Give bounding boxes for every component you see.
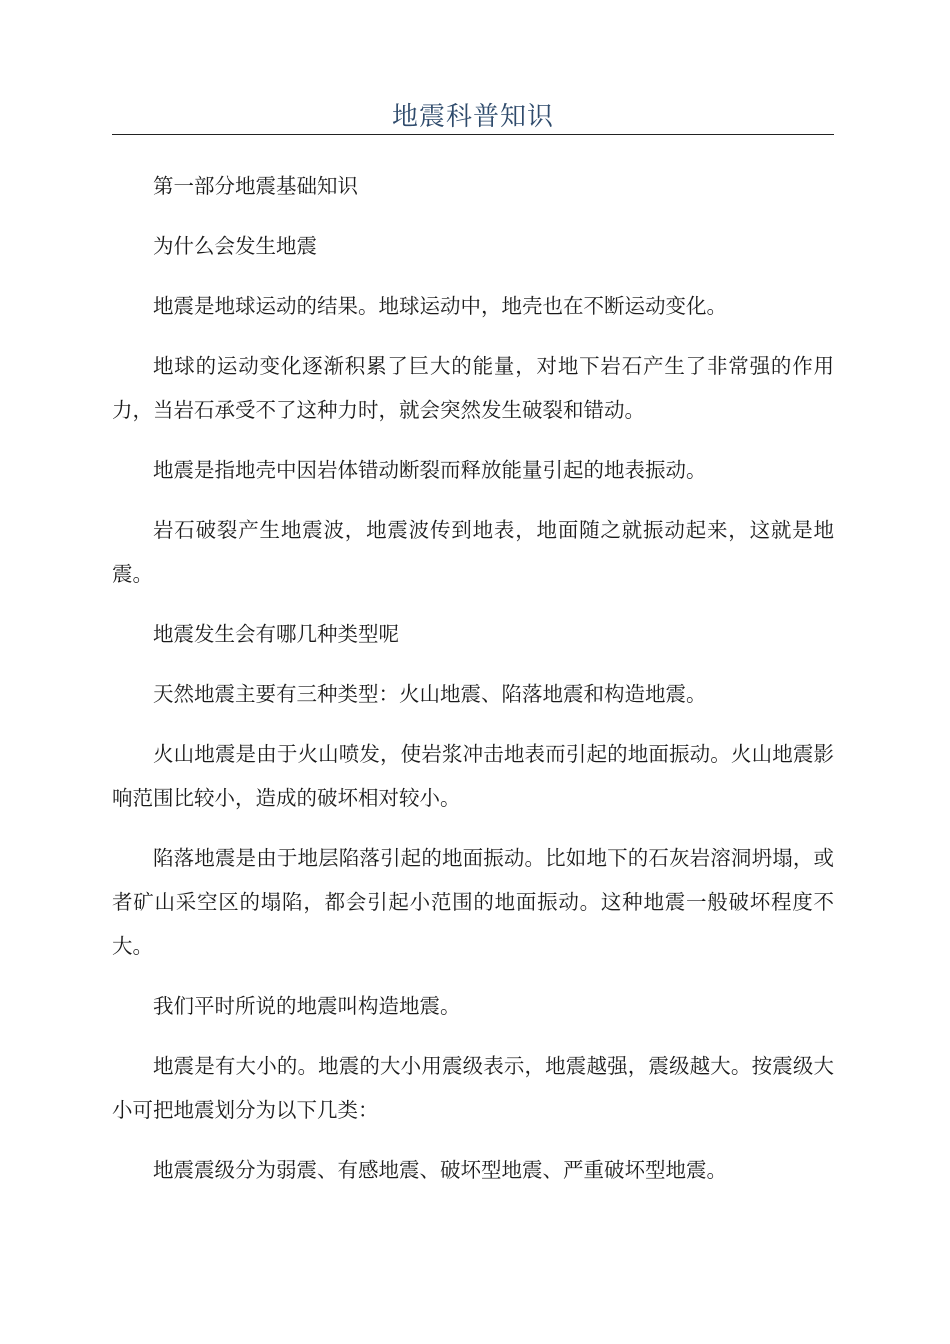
paragraph: 地震是地球运动的结果。地球运动中，地壳也在不断运动变化。 <box>153 294 727 318</box>
paragraph: 岩石破裂产生地震波，地震波传到地表，地面随之就振动起来，这就是地震。 <box>112 518 834 586</box>
paragraph: 地震是有大小的。地震的大小用震级表示，地震越强，震级越大。按震级大小可把地震划分为以下几类： <box>112 1054 834 1122</box>
paragraph: 我们平时所说的地震叫构造地震。 <box>153 994 461 1018</box>
paragraph: 陷落地震是由于地层陷落引起的地面振动。比如地下的石灰岩溶洞坍塌，或者矿山采空区的塌陷，都会引起小范围的地面振动。这种地震一般破坏程度不大。 <box>112 846 834 958</box>
sub-heading: 地震发生会有哪几种类型呢 <box>153 622 399 646</box>
paragraph: 地震是指地壳中因岩体错动断裂而释放能量引起的地表振动。 <box>153 458 707 482</box>
sub-heading: 为什么会发生地震 <box>153 234 317 258</box>
paragraph: 地球的运动变化逐渐积累了巨大的能量，对地下岩石产生了非常强的作用力，当岩石承受不了这种力时，就会突然发生破裂和错动。 <box>112 354 834 422</box>
section-heading: 第一部分地震基础知识 <box>153 174 358 198</box>
document-body <box>112 164 834 1208</box>
paragraph: 火山地震是由于火山喷发，使岩浆冲击地表而引起的地面振动。火山地震影响范围比较小，造成的破坏相对较小。 <box>112 742 834 810</box>
paragraph: 地震震级分为弱震、有感地震、破坏型地震、严重破坏型地震。 <box>153 1158 727 1182</box>
page-title: 地震科普知识 <box>391 102 554 132</box>
paragraph: 天然地震主要有三种类型：火山地震、陷落地震和构造地震。 <box>153 682 707 706</box>
title-block <box>112 100 834 135</box>
